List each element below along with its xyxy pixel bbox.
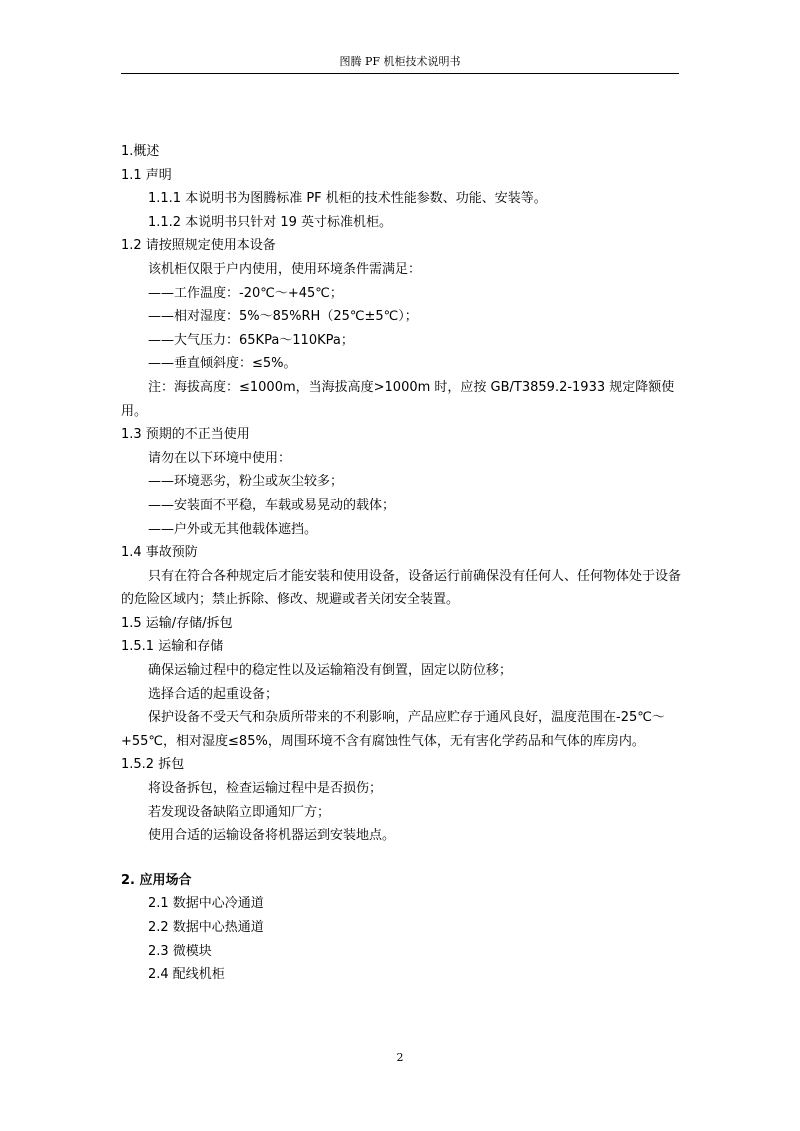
section-2-heading: 2. 应用场合 [121, 872, 192, 888]
paragraph: 使用合适的运输设备将机器运到安装地点。 [148, 828, 396, 844]
condition-humidity: ——相对湿度：5%～85%RH（25℃±5℃）； [148, 309, 418, 325]
item-1-1-1: 1.1.1 本说明书为图腾标准 PF 机柜的技术性能参数、功能、安装等。 [148, 191, 547, 207]
spacer [121, 848, 681, 869]
paragraph: 若发现设备缺陷立即通知厂方； [148, 804, 331, 820]
paragraph: 只有在符合各种规定后才能安装和使用设备，设备运行前确保没有任何人、任何物体处于设备的危险区域内；禁止拆除、修改、规避或者关闭安全装置。 [121, 568, 682, 608]
paragraph: 请勿在以下环境中使用： [148, 450, 292, 466]
section-1-5-2-heading: 1.5.2 拆包 [121, 757, 185, 773]
section-1-heading: 1.概述 [121, 144, 160, 159]
condition-tilt: ——垂直倾斜度：≤5%。 [148, 356, 297, 372]
document-body [121, 140, 681, 987]
page-number: 2 [396, 1051, 404, 1064]
application-item: 2.3 微模块 [148, 943, 212, 959]
section-1-3-heading: 1.3 预期的不正当使用 [121, 427, 250, 443]
paragraph: 选择合适的起重设备； [148, 686, 279, 702]
paragraph: 确保运输过程中的稳定性以及运输箱没有倒置，固定以防位移； [148, 663, 513, 679]
section-1-4-heading: 1.4 事故预防 [121, 545, 198, 561]
paragraph: 将设备拆包，检查运输过程中是否损伤； [148, 781, 383, 797]
altitude-note: 注：海拔高度：≤1000m，当海拔高度>1000m 时，应按 GB/T3859.2-1933 规定降额使用。 [121, 379, 675, 419]
misuse-item: ——户外或无其他载体遮挡。 [148, 521, 318, 537]
section-1-1-heading: 1.1 声明 [121, 167, 172, 183]
misuse-item: ——环境恶劣，粉尘或灰尘较多； [148, 474, 344, 490]
header-rule [121, 73, 679, 74]
condition-temperature: ——工作温度：-20℃～+45℃； [148, 285, 343, 301]
application-item: 2.1 数据中心冷通道 [148, 896, 264, 912]
section-1-5-heading: 1.5 运输/存储/拆包 [121, 615, 233, 631]
page-header: 图腾 PF 机柜技术说明书 [339, 55, 461, 68]
paragraph: 保护设备不受天气和杂质所带来的不利影响，产品应贮存于通风良好，温度范围在-25℃～+55℃，相对湿度≤85%，周围环境不含有腐蚀性气体，无有害化学药品和气体的库房内。 [121, 710, 665, 749]
section-1-2-heading: 1.2 请按照规定使用本设备 [121, 238, 276, 254]
application-item: 2.2 数据中心热通道 [148, 920, 264, 935]
condition-pressure: ——大气压力：65KPa～110KPa； [148, 332, 354, 348]
item-1-1-2: 1.1.2 本说明书只针对 19 英寸标准机柜。 [148, 214, 393, 230]
application-item: 2.4 配线机柜 [148, 967, 225, 983]
misuse-item: ——安装面不平稳，车载或易晃动的载体； [148, 497, 396, 513]
section-1-5-1-heading: 1.5.1 运输和存储 [121, 639, 224, 655]
paragraph: 该机柜仅限于户内使用，使用环境条件需满足： [148, 261, 422, 277]
